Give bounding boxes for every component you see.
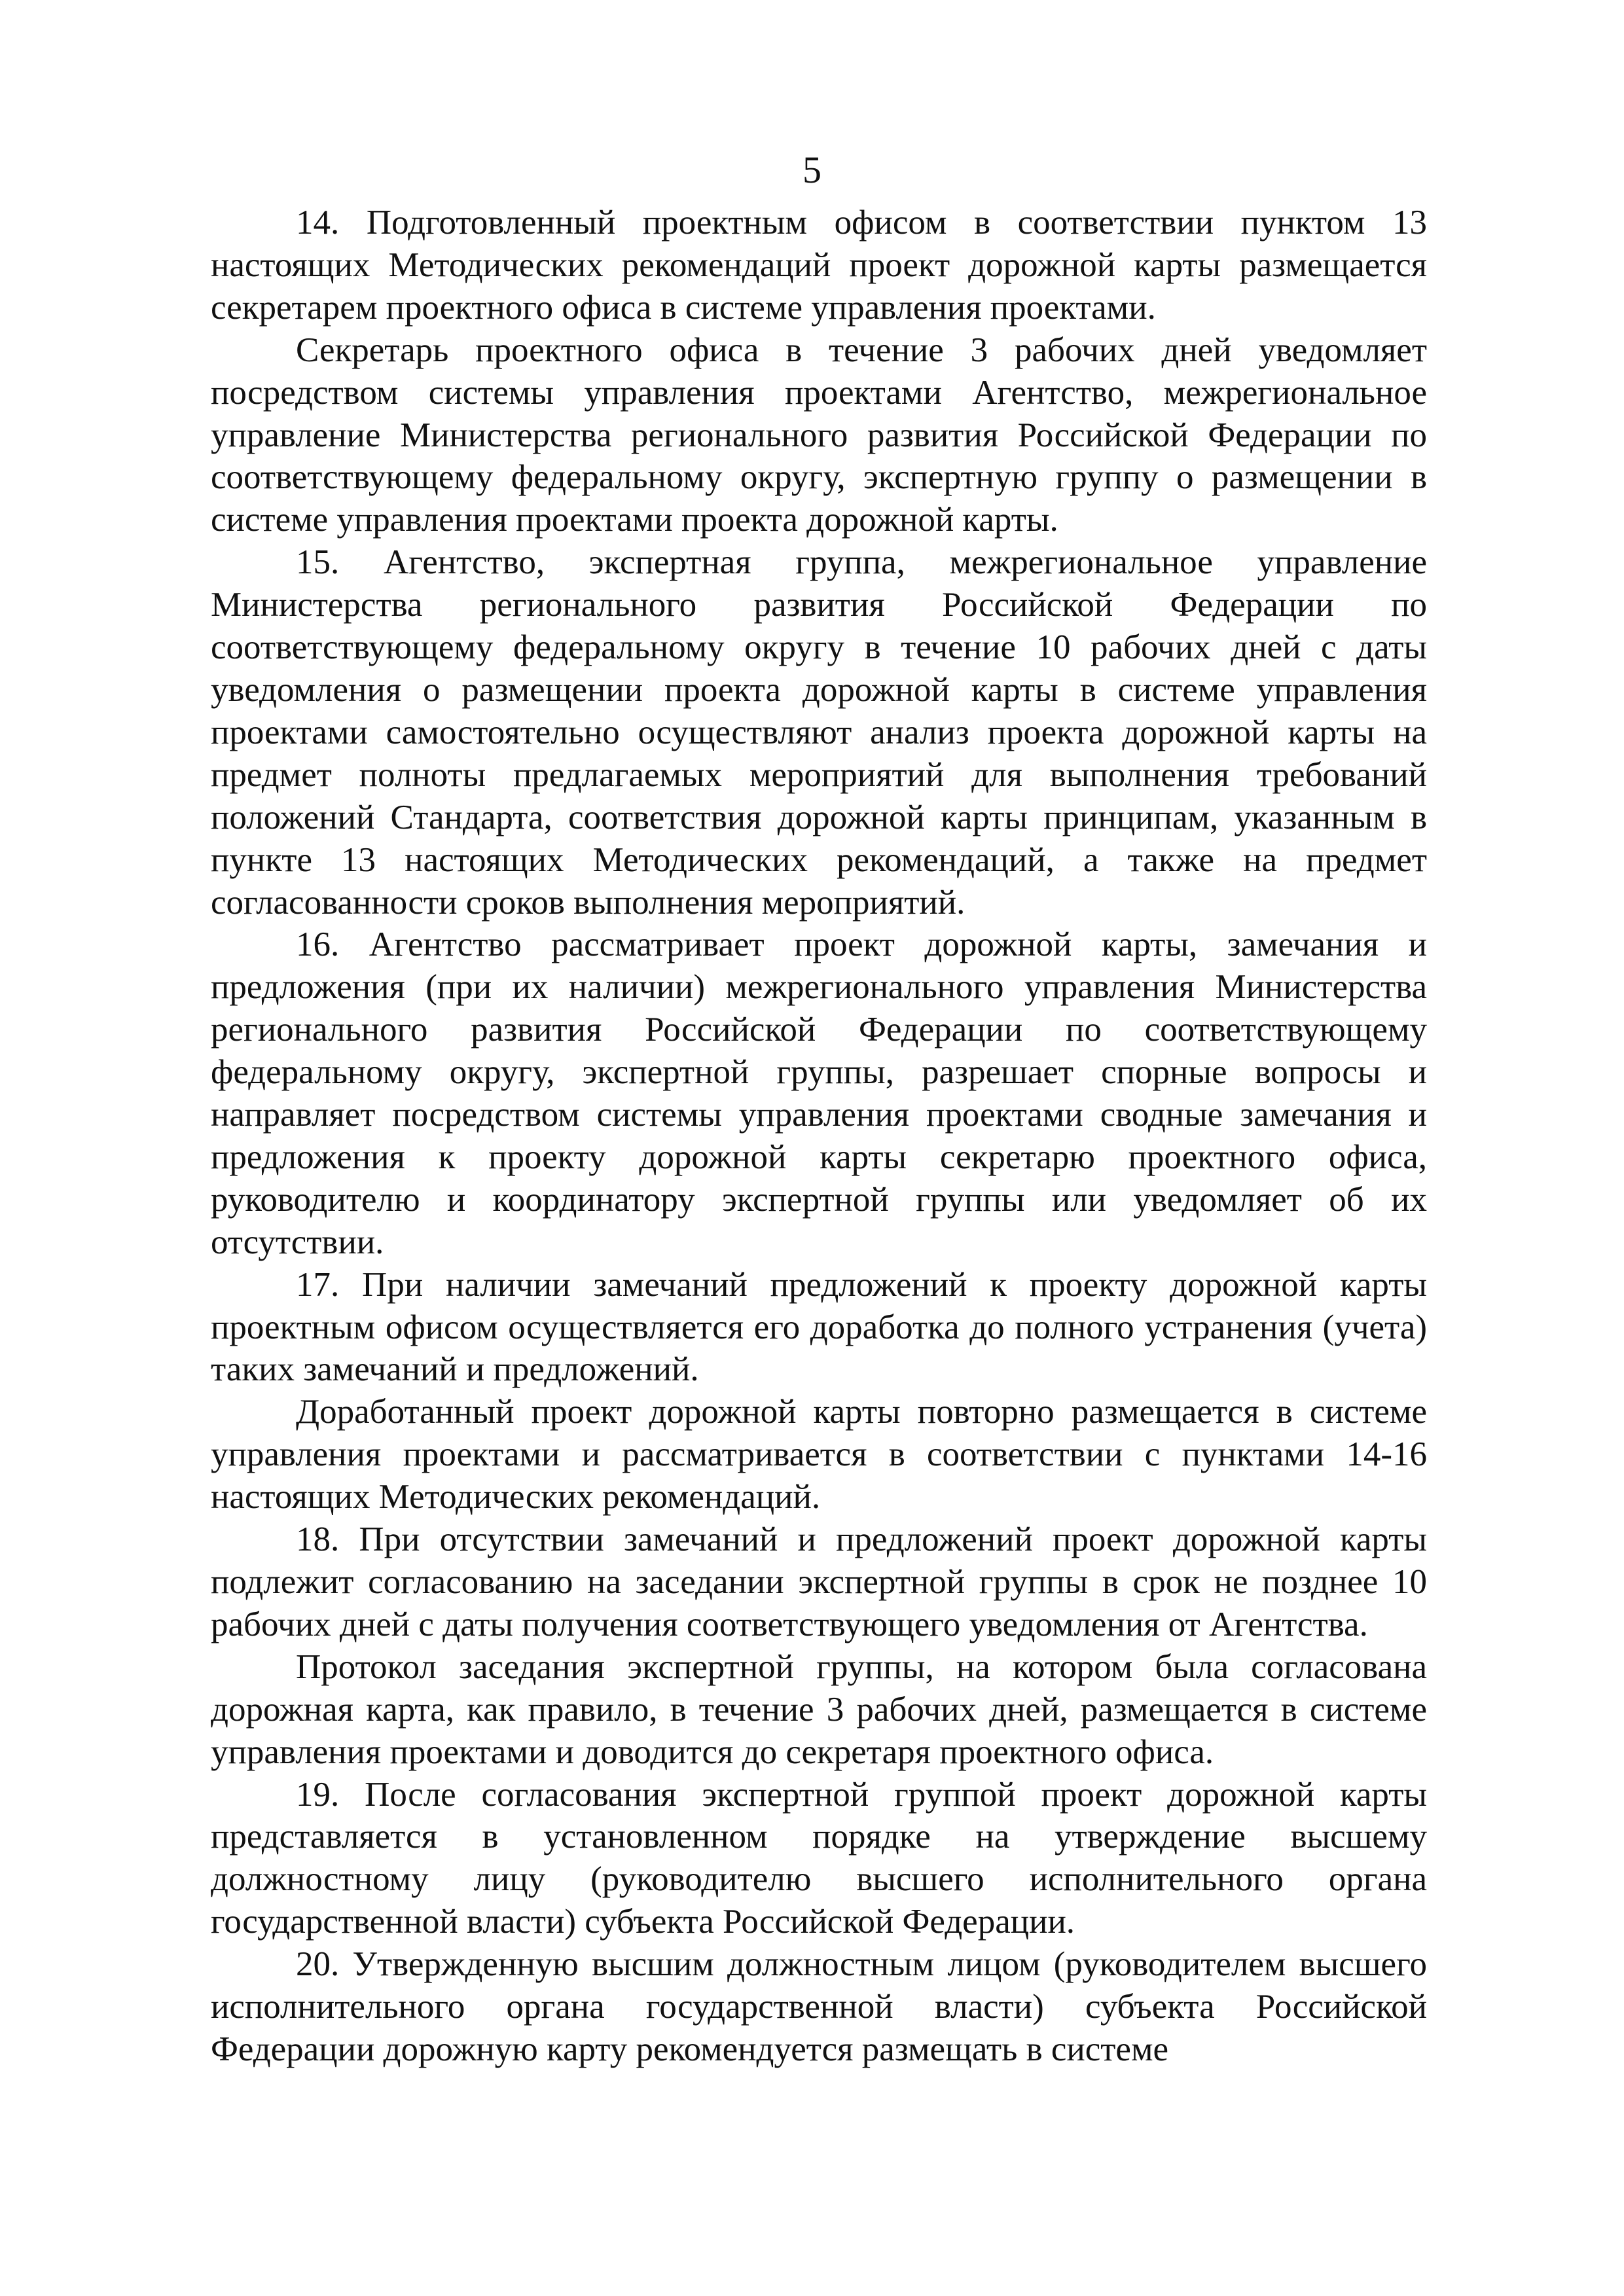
paragraph-17: 17. При наличии замечаний предложений к проекту дорожной карты проектным офисом осуществляется его доработка до полного устранения (учета) таких замечаний и предложений. — [211, 1265, 1427, 1389]
paragraph-18: 18. При отсутствии замечаний и предложений проект дорожной карты подлежит согласованию на заседании экспертной группы в срок не позднее 10 рабочих дней с даты получения соответствующего уведомления от Агентства. — [211, 1520, 1427, 1643]
paragraph-17-resubmission: Доработанный проект дорожной карты повторно размещается в системе управления проектами и рассматривается в соответствии с пунктами 14-16 настоящих Методических рекомендаций. — [211, 1393, 1427, 1516]
paragraph-18-protocol: Протокол заседания экспертной группы, на котором была согласована дорожная карта, как правило, в течение 3 рабочих дней, размещается в системе управления проектами и доводится до секретаря проектного офиса. — [211, 1647, 1427, 1771]
page-number: 5 — [803, 149, 821, 191]
paragraph-14: 14. Подготовленный проектным офисом в соответствии пунктом 13 настоящих Методических рекомендаций проект дорожной карты размещается секретарем проектного офиса в системе управления проектами. — [211, 204, 1427, 327]
paragraph-15: 15. Агентство, экспертная группа, межрегиональное управление Министерства регионального развития Российской Федерации по соответствующему федеральному округу в течение 10 рабочих дней с даты уведомления о размещении проекта дорожной карты в системе управления проектами самостоятельно осуществляют анализ проекта дорожной карты на предмет полноты предлагаемых мероприятий для выполнения требований положений Стандарта, соответствия дорожной карты принципам, указанным в пункте 13 настоящих Методических рекомендаций, а также на предмет согласованности сроков выполнения мероприятий. — [211, 543, 1427, 922]
paragraph-20: 20. Утвержденную высшим должностным лицом (руководителем высшего исполнительного органа государственной власти) субъекта Российской Федерации дорожную карту рекомендуется размещать в системе — [211, 1945, 1427, 2068]
paragraph-19: 19. После согласования экспертной группой проект дорожной карты представляется в установленном порядке на утверждение высшему должностному лицу (руководителю высшего исполнительного органа государственной власти) субъекта Российской Федерации. — [211, 1775, 1427, 1941]
document-body — [211, 202, 1427, 2071]
paragraph-14-notification: Секретарь проектного офиса в течение 3 рабочих дней уведомляет посредством системы управления проектами Агентство, межрегиональное управление Министерства регионального развития Российской Федерации по соответствующему федеральному округу, экспертную группу о размещении в системе управления проектами проекта дорожной карты. — [211, 331, 1427, 539]
paragraph-16: 16. Агентство рассматривает проект дорожной карты, замечания и предложения (при их наличии) межрегионального управления Министерства регионального развития Российской Федерации по соответствующему федеральному округу, экспертной группы, разрешает спорные вопросы и направляет посредством системы управления проектами сводные замечания и предложения к проекту дорожной карты секретарю проектного офиса, руководителю и координатору экспертной группы или уведомляет об их отсутствии. — [211, 925, 1427, 1261]
